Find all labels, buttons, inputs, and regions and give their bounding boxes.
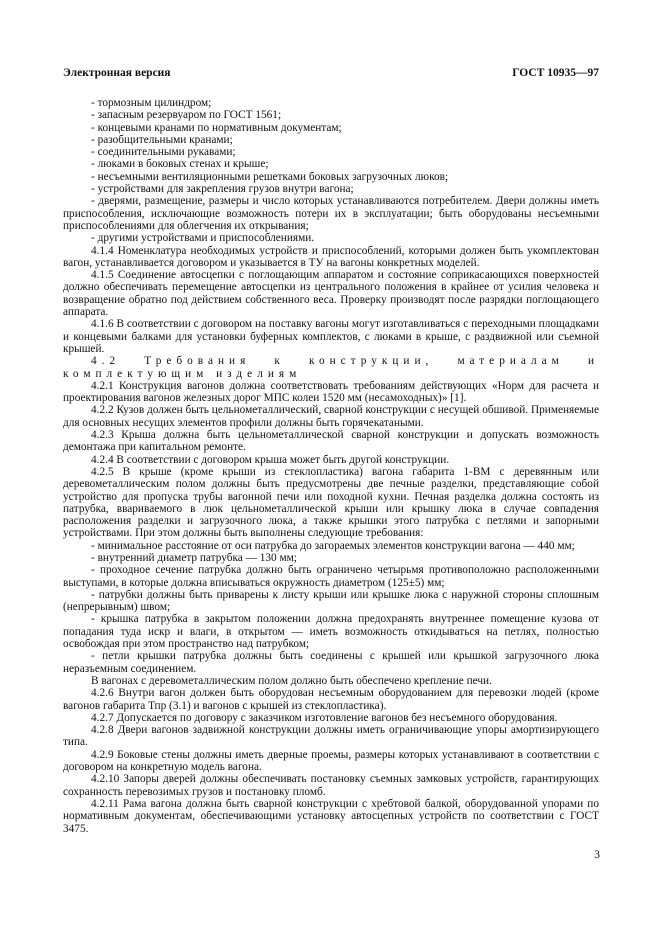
paragraph: - люками в боковых стенах и крыше; <box>91 158 269 171</box>
paragraph: - петли крышки патрубка должны быть соединены с крышей или крышкой загрузочного люка неразъемным соединением. <box>63 650 599 675</box>
paragraph: 4.2.10 Запоры дверей должны обеспечивать постановку съемных замковых устройств, гарантирующих сохранность перевозимых грузов и постановку пломб. <box>63 773 599 798</box>
paragraph: - крышка патрубка в закрытом положении должна предохранять внутреннее помещение кузова от попадания туда искр и влаги, в открытом — иметь возможность откидываться на петлях, полностью освобождая при этом пространство над патрубком; <box>63 613 599 651</box>
paragraph: 4.2.1 Конструкция вагонов должна соответствовать требованиям действующих «Норм для расчета и проектирования вагонов железных дорог МПС колеи 1520 мм (несамоходных)» [1]. <box>63 379 599 405</box>
paragraph: 4.2.9 Боковые стены должны иметь дверные проемы, размеры которых устанавливают в соответствии с договором на конкретную модель вагона. <box>63 748 599 774</box>
paragraph: - концевыми кранами по нормативным документам; <box>91 121 342 134</box>
paragraph: 4.1.5 Соединение автосцепки с поглощающим аппаратом и состояние соприкасающихся поверхностей должно обеспечивать перемещение автосцепки из центрального положения в крайнее от усилия человека и возвращение обратно под действием собственного веса. Проверку производят после разрядки поглощающего аппарата. <box>63 269 599 319</box>
paragraph: 4.2.3 Крыша должна быть цельнометаллической сварной конструкции и допускать возможность демонтажа при капитальном ремонте. <box>63 429 599 454</box>
paragraph: В вагонах с деревометаллическим полом должно быть обеспечено крепление печи. <box>91 674 492 687</box>
paragraph: - устройствами для закрепления грузов внутри вагона; <box>91 183 354 196</box>
page-number: 3 <box>594 849 600 861</box>
paragraph: - проходное сечение патрубка должно быть ограничено четырьмя противоположно расположенными выступами, в которые должна вписываться окружность диаметром (125±5) мм; <box>63 564 599 589</box>
paragraph: - запасным резервуаром по ГОСТ 1561; <box>91 109 282 122</box>
paragraph: 4.2.5 В крыше (кроме крыши из стеклопластика) вагона габарита 1-ВМ с деревянным или деревометаллическим полом должны быть предусмотрены две печные разделки, представляющие собой устройство для пропуска трубы вагонной печи или походной кухни. Печная разделка должна состоять из патрубка, вваривaемого в люк цельнометаллической крыши или крышку люка в случае совпадения расположения разделки и загрузочного люка, а также крышки этого патрубка с петлями и запорными устройствами. При этом должны быть выполнены следующие требования: <box>63 465 599 540</box>
paragraph: 4.2.4 В соответствии с договором крыша может быть другой конструкции. <box>91 453 450 466</box>
paragraph: 4.1.6 В соответствии с договором на поставку вагоны могут изготавливаться с переходными площадками и концевыми балками для установки буферных комплектов, с люками в крыше, с раздвижной или съемной крышей. <box>63 318 599 355</box>
paragraph: - минимальное расстояние от оси патрубка до загораемых элементов конструкции вагона — 440 мм; <box>91 539 575 552</box>
paragraph: 4.2.2 Кузов должен быть цельнометаллический, сварной конструкции с несущей обшивой. Применяемые для основных несущих элементов профили должны быть горячекатаными. <box>63 404 599 429</box>
paragraph: - соединительными рукавами; <box>91 146 236 159</box>
paragraph: 4.2.11 Рама вагона должна быть сварной конструкции с хребтовой балкой, оборудованной упорами по нормативным документам, обеспечивающими установку автосцепных устройств по соответствии с ГОСТ 3475. <box>63 797 599 835</box>
paragraph: 4.1.4 Номенклатура необходимых устройств и приспособлений, которыми должен быть укомплектован вагон, устанавливается договором и указывается в ТУ на вагоны конкретных моделей. <box>63 244 599 269</box>
paragraph: - разобщительными кранами; <box>91 133 233 146</box>
paragraph: 4.2.8 Двери вагонов задвижной конструкции должны иметь ограничивающие упоры амортизирующего типа. <box>63 724 599 749</box>
header-standard-code: ГОСТ 10935—97 <box>512 67 599 79</box>
paragraph: - дверями, размещение, размеры и число которых устанавливаются потребителем. Двери должны иметь приспособления, исключающие возможность потери их в эксплуатации; быть оборудованы несъемными приспособлениями для облегчения их открывания; <box>63 195 599 232</box>
paragraph: 4.2 Требования к конструкции, материалам и комплектующим изделиям <box>63 355 599 380</box>
paragraph: - внутренний диаметр патрубка — 130 мм; <box>91 551 297 564</box>
page-header <box>63 66 599 80</box>
paragraph: - патрубки должны быть приварены к листу крыши или крышке люка с наружной стороны сплошным (непрерывным) швом; <box>63 588 599 614</box>
paragraph: - тормозным цилиндром; <box>91 97 212 109</box>
paragraph: 4.2.6 Внутри вагон должен быть оборудован несъемным оборудованием для перевозки людей (кроме вагонов габарита Тпр (3.1) и вагонов с крышей из стеклопластика). <box>63 687 599 712</box>
document-body <box>63 97 599 835</box>
paragraph: - другими устройствами и приспособлениями. <box>91 232 315 245</box>
paragraph: - несъемными вентиляционными решетками боковых загрузочных люков; <box>91 170 449 183</box>
header-left-title: Электронная версия <box>63 67 171 79</box>
paragraph: 4.2.7 Допускается по договору с заказчиком изготовление вагонов без несъемного оборудования. <box>91 711 558 724</box>
